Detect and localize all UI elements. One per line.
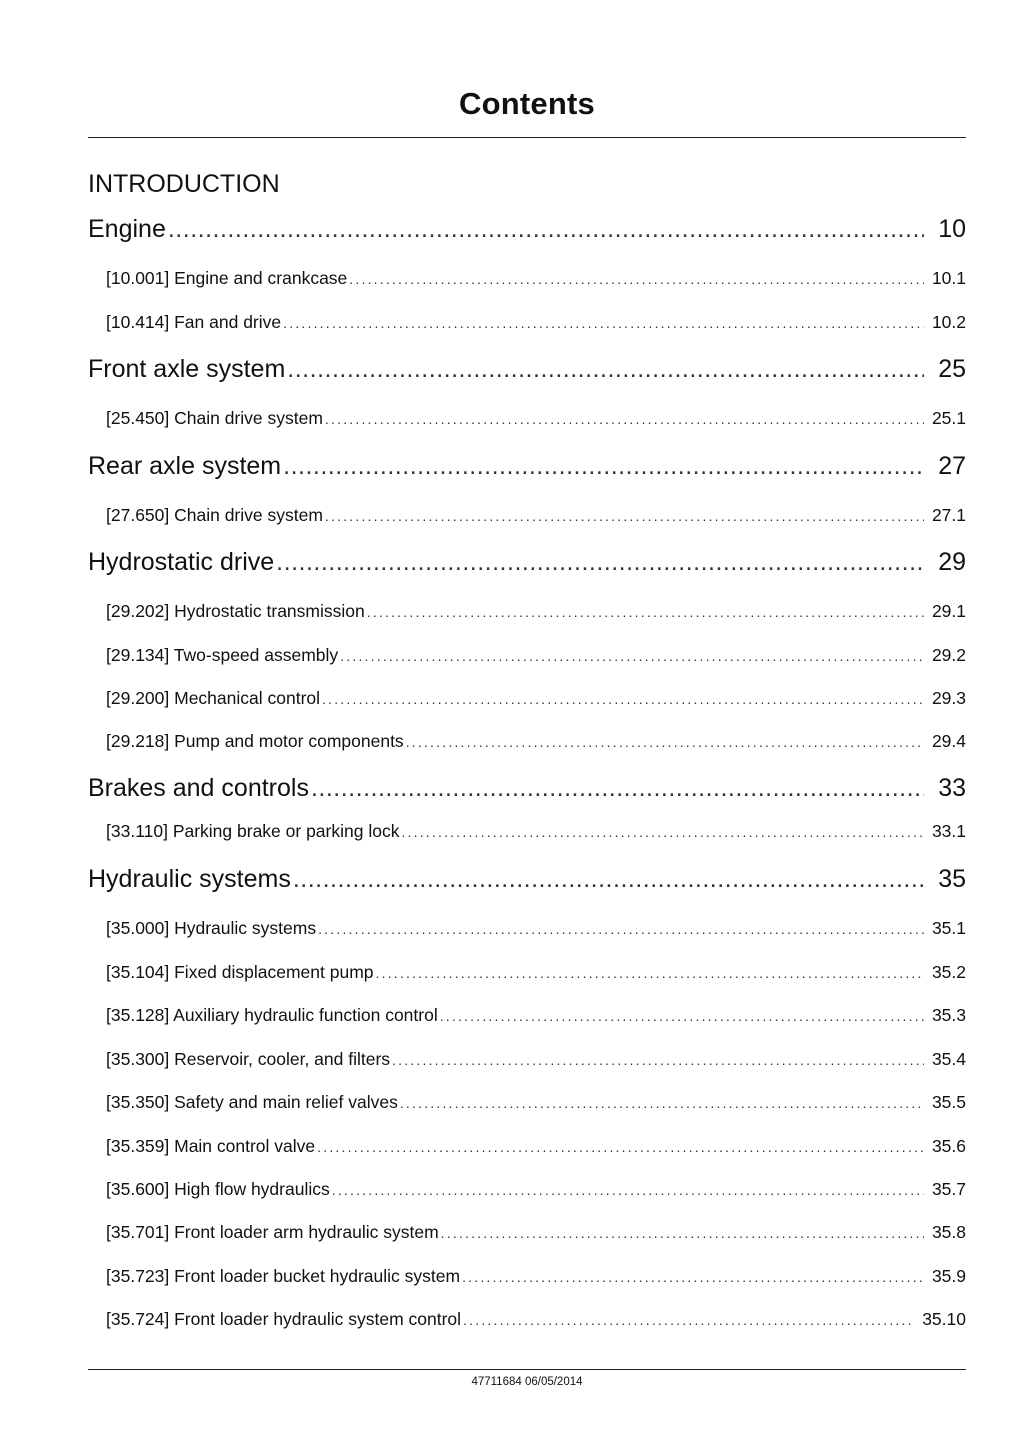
- toc-page-number: 10.1: [931, 268, 966, 288]
- dot-leader: [325, 411, 924, 427]
- dot-leader: [325, 508, 924, 524]
- toc-page-number: 29.2: [931, 645, 966, 665]
- dot-leader: [287, 355, 924, 384]
- page-title: Contents: [459, 86, 595, 121]
- toc-entry-title: Hydrostatic drive: [88, 548, 275, 576]
- toc-entry-title: [29.134] Two-speed assembly: [106, 645, 339, 665]
- toc-section-entry[interactable]: [106, 312, 966, 336]
- toc-section-entry[interactable]: [106, 962, 966, 986]
- dot-leader: [340, 648, 924, 664]
- toc-entry-title: [35.701] Front loader arm hydraulic system: [106, 1222, 439, 1242]
- toc-entry-title: Front axle system: [88, 355, 286, 383]
- toc-entry-title: [27.650] Chain drive system: [106, 505, 323, 525]
- toc-page-number: 29.4: [931, 731, 966, 751]
- toc-page-number: 35.3: [931, 1005, 966, 1025]
- dot-leader: [311, 774, 924, 803]
- dot-leader: [462, 1269, 924, 1285]
- footer-doc-number: 47711684 06/05/2014: [471, 1376, 583, 1388]
- toc-entry-title: Brakes and controls: [88, 774, 309, 802]
- toc-entry-title: [35.104] Fixed displacement pump: [106, 962, 374, 982]
- toc-section-entry[interactable]: [106, 1179, 966, 1203]
- dot-leader: [463, 1312, 914, 1328]
- dot-leader: [376, 965, 924, 981]
- dot-leader: [322, 691, 924, 707]
- dot-leader: [283, 452, 924, 481]
- toc-page-number: 35.6: [931, 1136, 966, 1156]
- toc-entry-title: [35.300] Reservoir, cooler, and filters: [106, 1049, 391, 1069]
- toc-section-entry[interactable]: [106, 1222, 966, 1246]
- dot-leader: [440, 1008, 924, 1024]
- toc-section-entry[interactable]: [106, 688, 966, 712]
- toc-page-number: 27: [938, 452, 966, 480]
- toc-page-number: 35.1: [931, 918, 966, 938]
- toc-chapter-entry[interactable]: [88, 355, 966, 387]
- toc-section-entry[interactable]: [106, 1005, 966, 1029]
- toc-entry-title: [29.200] Mechanical control: [106, 688, 321, 708]
- dot-leader: [332, 1182, 924, 1198]
- toc-page-number: 29.3: [931, 688, 966, 708]
- dot-leader: [392, 1052, 924, 1068]
- toc-page-number: 35.7: [931, 1179, 966, 1199]
- toc-page-number: 35: [938, 865, 966, 893]
- toc-section-entry[interactable]: [106, 268, 966, 292]
- toc-section-entry[interactable]: [106, 408, 966, 432]
- dot-leader: [400, 1095, 924, 1111]
- toc-entry-title: [35.724] Front loader hydraulic system control: [106, 1309, 462, 1329]
- toc-page-number: 35.5: [931, 1092, 966, 1112]
- toc-chapter-entry[interactable]: [88, 865, 966, 897]
- toc-page-number: 35.2: [931, 962, 966, 982]
- dot-leader: [367, 604, 924, 620]
- toc-entry-title: Hydraulic systems: [88, 865, 291, 893]
- toc-page-number: 33.1: [931, 821, 966, 841]
- toc-section-entry[interactable]: [106, 601, 966, 625]
- toc-entry-title: Rear axle system: [88, 452, 282, 480]
- toc-chapter-entry[interactable]: [88, 452, 966, 484]
- toc-section-entry[interactable]: [106, 731, 966, 755]
- dot-leader: [441, 1225, 924, 1241]
- toc-section-entry[interactable]: [106, 505, 966, 529]
- toc-section-entry[interactable]: [106, 645, 966, 669]
- toc-entry-title: [35.350] Safety and main relief valves: [106, 1092, 398, 1112]
- toc-entry-title: [33.110] Parking brake or parking lock: [106, 821, 400, 841]
- toc-entry-title: [29.218] Pump and motor components: [106, 731, 404, 751]
- introduction-heading: INTRODUCTION: [88, 170, 280, 198]
- dot-leader: [168, 215, 924, 244]
- dot-leader: [401, 824, 923, 840]
- toc-section-entry[interactable]: [106, 1136, 966, 1160]
- dot-leader: [283, 315, 924, 331]
- toc-page-number: 35.9: [931, 1266, 966, 1286]
- toc-page-number: 25.1: [931, 408, 966, 428]
- toc-page-number: 29.1: [931, 601, 966, 621]
- dot-leader: [276, 548, 924, 577]
- toc-page-number: 10: [938, 215, 966, 243]
- toc-chapter-entry[interactable]: [88, 215, 966, 247]
- dot-leader: [317, 1139, 924, 1155]
- toc-section-entry[interactable]: [106, 918, 966, 942]
- toc-section-entry[interactable]: [106, 1049, 966, 1073]
- dot-leader: [293, 865, 924, 894]
- toc-entry-title: [35.600] High flow hydraulics: [106, 1179, 330, 1199]
- toc-page-number: 29: [938, 548, 966, 576]
- toc-section-entry[interactable]: [106, 1309, 966, 1333]
- toc-section-entry[interactable]: [106, 821, 966, 845]
- toc-page-number: 25: [938, 355, 966, 383]
- dot-leader: [318, 921, 924, 937]
- toc-entry-title: [35.128] Auxiliary hydraulic function control: [106, 1005, 438, 1025]
- dot-leader: [349, 271, 924, 287]
- toc-section-entry[interactable]: [106, 1092, 966, 1116]
- dot-leader: [406, 734, 924, 750]
- toc-entry-title: [25.450] Chain drive system: [106, 408, 323, 428]
- toc-entry-title: [35.723] Front loader bucket hydraulic system: [106, 1266, 461, 1286]
- toc-chapter-entry[interactable]: [88, 548, 966, 580]
- toc-entry-title: [10.001] Engine and crankcase: [106, 268, 348, 288]
- toc-entry-title: [35.000] Hydraulic systems: [106, 918, 317, 938]
- toc-chapter-entry[interactable]: [88, 774, 966, 806]
- toc-section-entry[interactable]: [106, 1266, 966, 1290]
- toc-page-number: 27.1: [931, 505, 966, 525]
- toc-page-number: 35.8: [931, 1222, 966, 1242]
- toc-entry-title: Engine: [88, 215, 166, 243]
- toc-page-number: 10.2: [931, 312, 966, 332]
- toc-page-number: 35.10: [922, 1309, 966, 1329]
- footer-divider: [88, 1369, 966, 1370]
- toc-entry-title: [10.414] Fan and drive: [106, 312, 282, 332]
- toc-entry-title: [29.202] Hydrostatic transmission: [106, 601, 365, 621]
- toc-page-number: 33: [938, 774, 966, 802]
- toc-entry-title: [35.359] Main control valve: [106, 1136, 316, 1156]
- toc-page-number: 35.4: [931, 1049, 966, 1069]
